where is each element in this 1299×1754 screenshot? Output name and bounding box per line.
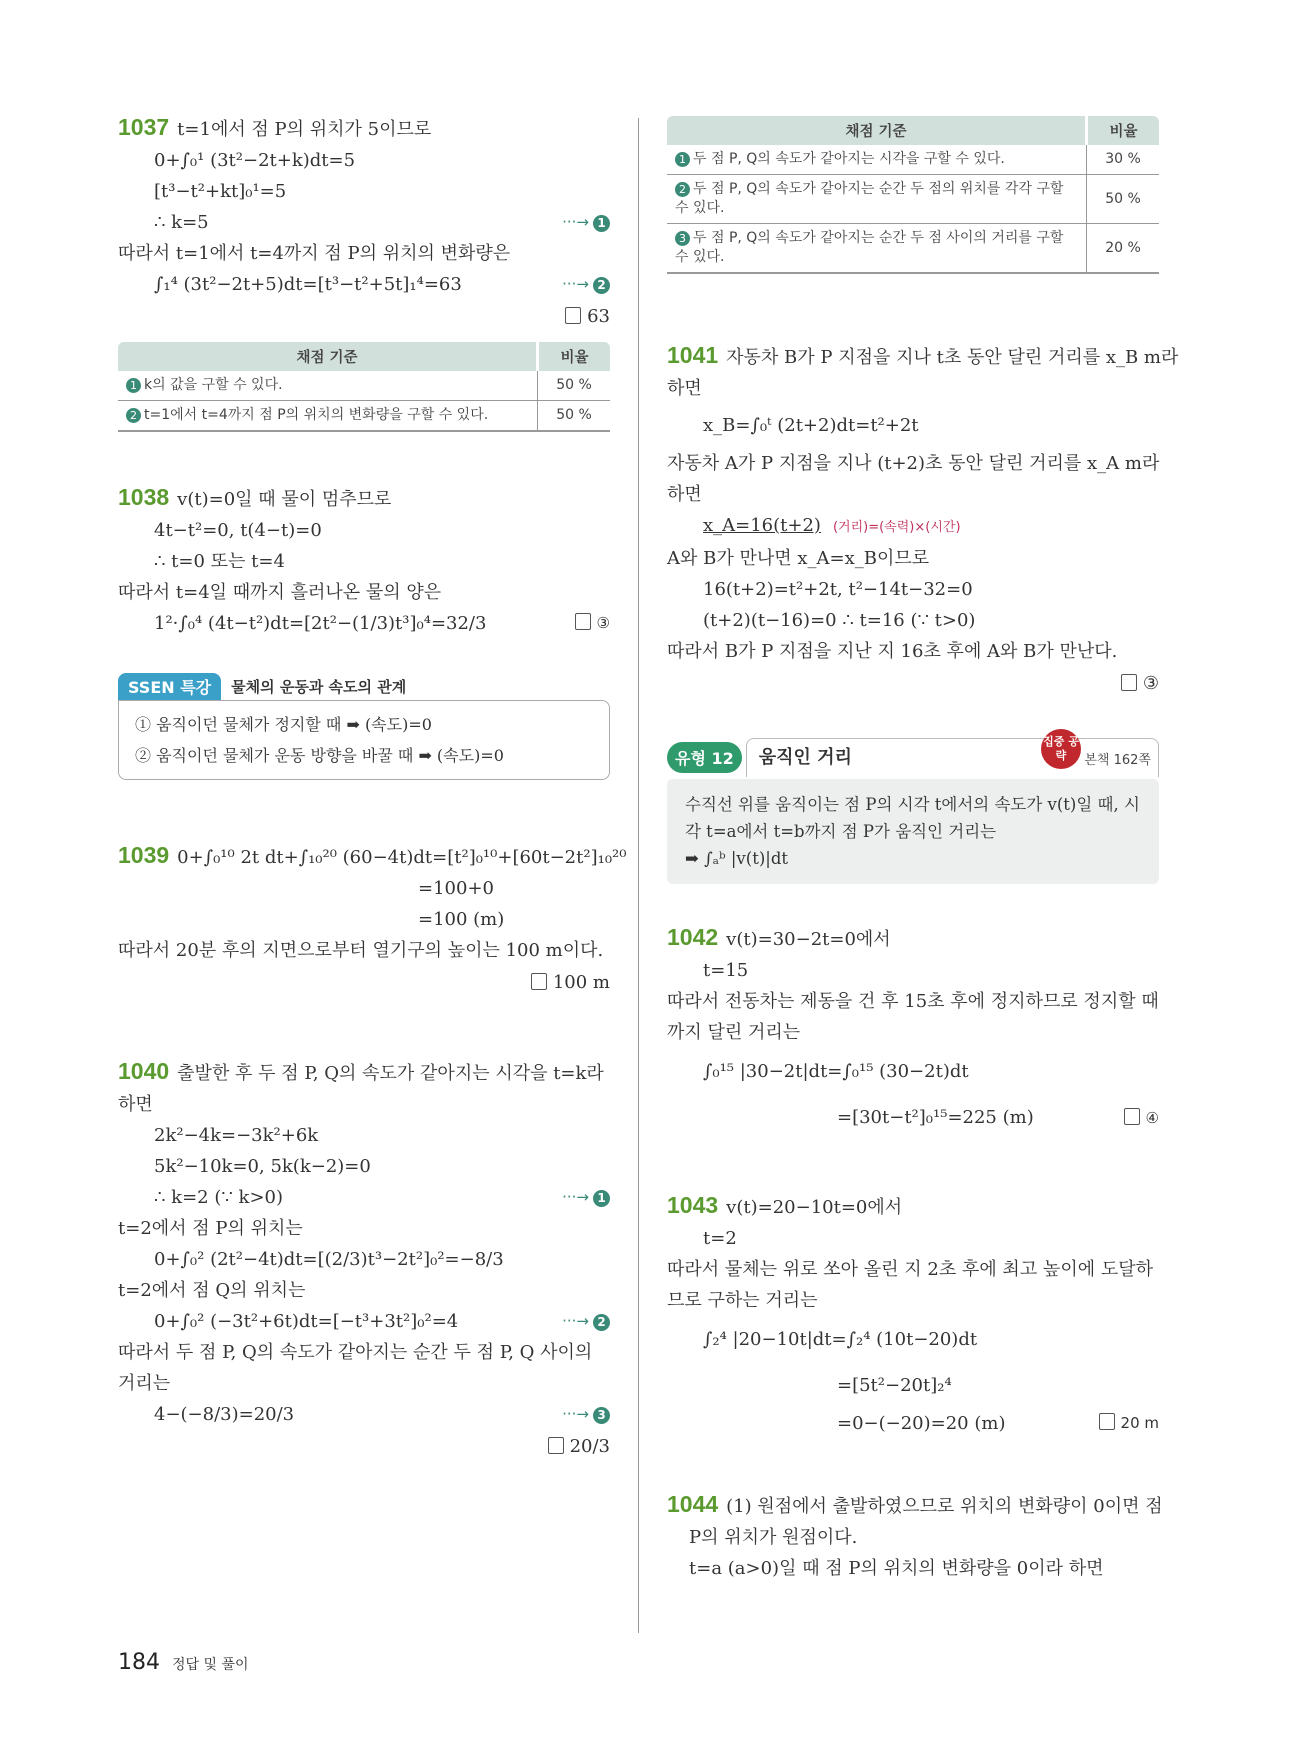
answer: 63 (118, 300, 610, 334)
page-number: 184 (118, 1650, 160, 1675)
solution-1044: 1044 (1) 원점에서 출발하였으므로 위치의 변화량이 0이면 점 P의 위치가 원점이다. t=a (a>0)일 때 점 P의 위치의 변화량을 0이라 하면 (667, 1491, 1163, 1579)
answer-icon (565, 307, 581, 324)
concept-box: 수직선 위를 움직이는 점 P의 시각 t에서의 속도가 v(t)일 때, 시 각 t=a에서 t=b까지 점 P가 움직인 거리는 ➡ ∫ₐᵇ |v(t)|dt (667, 779, 1159, 884)
annotation: (거리)=(속력)×(시간) (832, 520, 961, 535)
step-marker: ···→ 2 (562, 269, 610, 300)
answer: ③ (667, 667, 1159, 701)
solution-1042: 1042 v(t)=30−2t=0에서 t=15 따라서 전동차는 제동을 건 후 15초 후에 정지하므로 정지할 때 까지 달린 거리는 ∫₀¹⁵ |30−2t|dt=∫₀¹⁵ (30−2t)dt =[30t−t²]₀¹⁵=225 (m) ④ (667, 924, 1159, 1128)
left-column (118, 112, 627, 1498)
solution-1040: 1040 출발한 후 두 점 P, Q의 속도가 같아지는 시각을 t=k라 하면 2k²−4k=−3k²+6k 5k²−10k=0, 5k(k−2)=0 ∴ k=2 (∵ k>0) ···→ 1 t=2에서 점 P의 위치는 0+∫₀² (2t²−4t)dt=[(2/3)t³−2t²]₀²=−8/3 t=2에서 점 Q의 위치는 0+∫₀² (−3t²+6t)dt=[−t³+3t²]₀²=4 ···→ 2 따라서 두 점 P, Q의 속도가 같아지는 순간 두 점 P, Q 사이의 거리는 4−(−8/3)=20/3 ···→ 3 20/3 (118, 1056, 610, 1464)
page-footer (118, 1650, 249, 1675)
answer: 100 m (118, 966, 610, 1000)
solution-1037: 1037 t=1에서 점 P의 위치가 5이므로 0+∫₀¹ (3t²−2t+k)dt=5 [t³−t²+kt]₀¹=5 ∴ k=5 ···→ 1 따라서 t=1에서 t=4까지 점 P의 위치의 변화량은 ∫₁⁴ (3t²−2t+5)dt=[t³−t²+5t]₁⁴=63 ···→ 2 63 채점 기준 비율 1 k의 값을 구할 수 있다. 50 % 2 t=1에서 t=4까지 점 P의 위치의 변화량을 구할 수 있다. 50 % (118, 112, 610, 432)
textbook-reference: 본책 162쪽 (1084, 753, 1151, 768)
answer: 20/3 (118, 1430, 610, 1464)
type-header: 유형 12 움직인 거리 집중 공략 본책 162쪽 (667, 735, 1159, 779)
solution-1039: 1039 0+∫₀¹⁰ 2t dt+∫₁₀²⁰ (60−4t)dt=[t²]₀¹⁰+[60t−2t²]₁₀²⁰ =100+0 =100 (m) 따라서 20분 후의 지면으로부터 열기구의 높이는 100 m이다. 100 m (118, 840, 610, 1000)
solution-1038: 1038 v(t)=0일 때 물이 멈추므로 4t−t²=0, t(4−t)=0 ∴ t=0 또는 t=4 따라서 t=4일 때까지 흘러나온 물의 양은 1²·∫₀⁴ (4t−t²)dt=[2t²−(1/3)t³]₀⁴=32/3 ③ (118, 482, 610, 639)
grading-table: 채점 기준 비율 1 k의 값을 구할 수 있다. 50 % 2 t=1에서 t=4까지 점 P의 위치의 변화량을 구할 수 있다. 50 % (118, 342, 610, 432)
section-title: 정답 및 풀이 (172, 1657, 249, 1673)
ssen-tip: SSEN 특강 물체의 운동과 속도의 관계 ① 움직이던 물체가 정지할 때 ➡ (속도)=0 ② 움직이던 물체가 운동 방향을 바꿀 때 ➡ (속도)=0 (118, 673, 610, 780)
solution-1041: 1041 자동차 B가 P 지점을 지나 t초 동안 달린 거리를 x_B m라 하면 x_B=∫₀ᵗ (2t+2)dt=t²+2t 자동차 A가 P 지점을 지나 (t+2)초 동안 달린 거리를 x_A m라 하면 x_A=16(t+2) (거리)=(속력)×(시간) A와 B가 만나면 x_A=x_B이므로 16(t+2)=t²+2t, t²−14t−32=0 (t+2)(t−16)=0 ∴ t=16 (∵ t>0) 따라서 B가 P 지점을 지난 지 16초 후에 A와 B가 만난다. ③ (667, 340, 1159, 701)
column-divider (638, 118, 639, 1633)
right-column (667, 112, 1179, 1618)
step-marker: ···→ 1 (562, 207, 610, 238)
grading-table-1040: 채점 기준 비율 1 두 점 P, Q의 속도가 같아지는 시각을 구할 수 있다. 30 % 2 두 점 P, Q의 속도가 같아지는 순간 두 점의 위치를 각각 구할 수 있다. 50 % 3 두 점 P, Q의 속도가 같아지는 순간 두 점 사이의 거리를 구할 수 있다. 20 % (667, 116, 1159, 274)
problem-number: 1037 (118, 114, 170, 140)
focus-badge: 집중 공략 (1041, 729, 1081, 769)
solution-1043: 1043 v(t)=20−10t=0에서 t=2 따라서 물체는 위로 쏘아 올린 지 2초 후에 최고 높이에 도달하 므로 구하는 거리는 ∫₂⁴ |20−10t|dt=∫₂⁴ (10t−20)dt =[5t²−20t]₂⁴ =0−(−20)=20 (m) 20 m (667, 1192, 1159, 1434)
answer: ③ (575, 608, 610, 639)
